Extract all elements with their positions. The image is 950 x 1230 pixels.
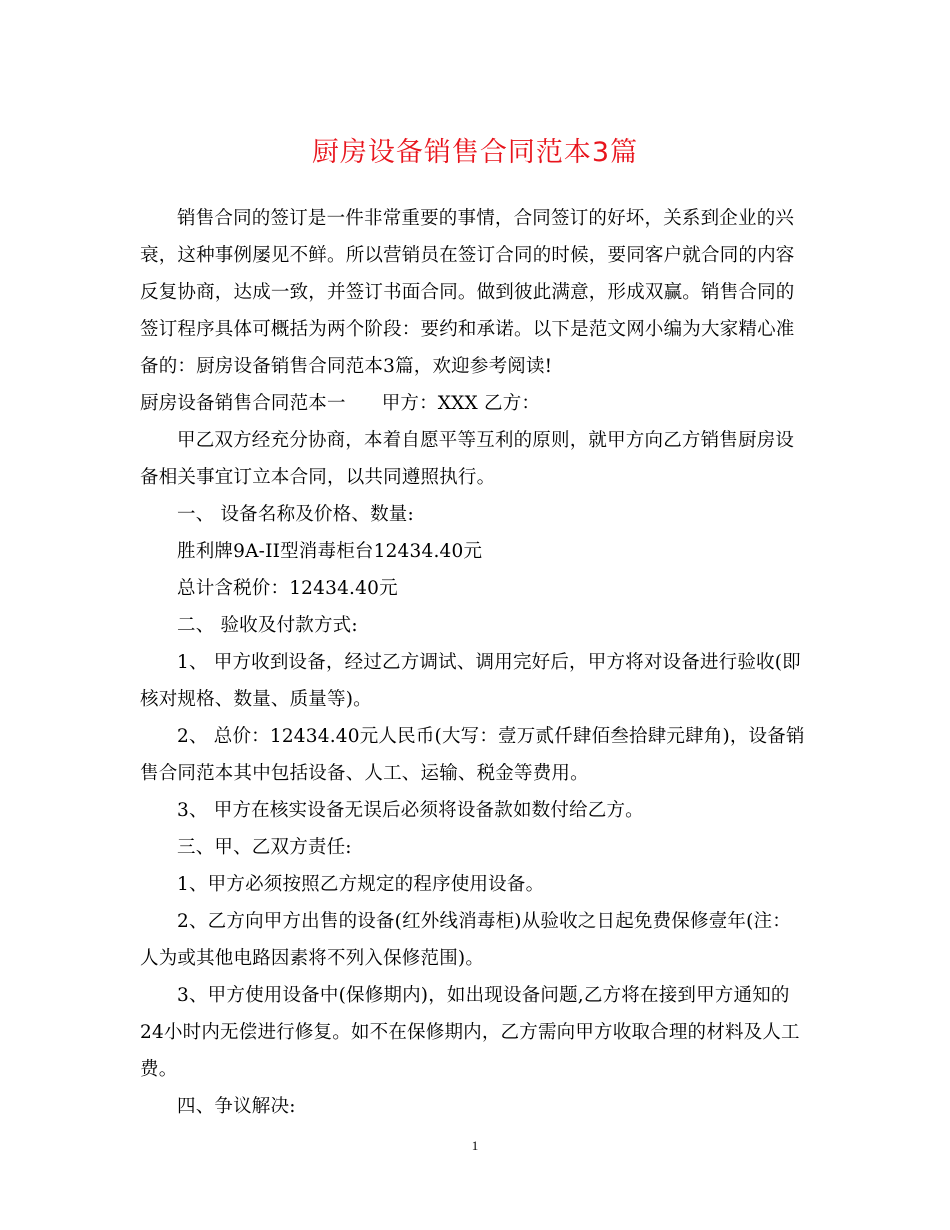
section-heading-4: 四、争议解决:	[177, 1096, 296, 1117]
total-price-line: 总计含税价：12434.40元	[177, 578, 398, 599]
item-line: 胜利牌9A-II型消毒柜台12434.40元	[177, 541, 483, 562]
document-body	[140, 200, 807, 1125]
section-heading-2: 二、 验收及付款方式:	[177, 615, 358, 636]
contract-heading: 厨房设备销售合同范本一	[140, 393, 346, 414]
contract-heading-line	[140, 385, 807, 422]
parties-line: 甲方：XXX 乙方：	[381, 393, 541, 414]
paragraph-agreement: 甲乙双方经充分协商，本着自愿平等互利的原则，就甲方向乙方销售厨房设备相关事宜订立本合同，以共同遵照执行。	[140, 430, 795, 488]
clause-2-3: 3、 甲方在核实设备无误后必须将设备款如数付给乙方。	[177, 800, 644, 821]
section-heading-1: 一、 设备名称及价格、数量:	[177, 504, 414, 525]
clause-2-1: 1、 甲方收到设备，经过乙方调试、调用完好后，甲方将对设备进行验收(即核对规格、数量、质量等)。	[140, 652, 801, 710]
intro-paragraph: 销售合同的签订是一件非常重要的事情，合同签订的好坏，关系到企业的兴衰，这种事例屡见不鲜。所以营销员在签订合同的时候，要同客户就合同的内容反复协商，达成一致，并签订书面合同。做到彼此满意，形成双赢。销售合同的签订程序具体可概括为两个阶段：要约和承诺。以下是范文网小编为大家精心准备的：厨房设备销售合同范本3篇，欢迎参考阅读!	[140, 208, 795, 377]
clause-3-1: 1、甲方必须按照乙方规定的程序使用设备。	[177, 874, 545, 895]
section-heading-3: 三、甲、乙双方责任:	[177, 837, 352, 858]
document-title: 厨房设备销售合同范本3篇	[311, 137, 639, 168]
clause-3-3: 3、甲方使用设备中(保修期内)，如出现设备问题,乙方将在接到甲方通知的24小时内无偿进行修复。如不在保修期内，乙方需向甲方收取合理的材料及人工费。	[140, 985, 800, 1080]
clause-3-2: 2、乙方向甲方出售的设备(红外线消毒柜)从验收之日起免费保修壹年(注：人为或其他电路因素将不列入保修范围)。	[140, 911, 791, 969]
clause-2-2: 2、 总价：12434.40元人民币(大写：壹万贰仟肆佰叁拾肆元肆角)，设备销售合同范本其中包括设备、人工、运输、税金等费用。	[140, 726, 805, 784]
page-number: 1	[471, 1138, 479, 1153]
